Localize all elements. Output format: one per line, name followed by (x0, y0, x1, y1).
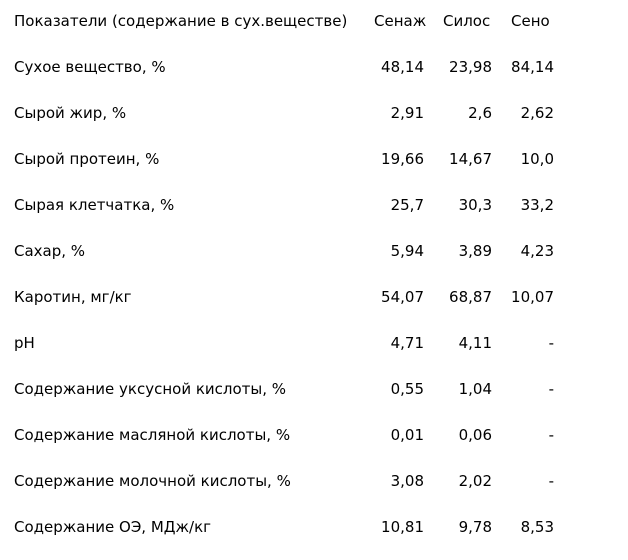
row-label: Содержание молочной кислоты, % (14, 472, 291, 490)
table-row (0, 368, 628, 414)
cell-hay: 33,2 (520, 196, 554, 214)
row-label: pH (14, 334, 35, 352)
row-label: Каротин, мг/кг (14, 288, 132, 306)
table-row (0, 92, 628, 138)
table-row (0, 322, 628, 368)
column-header-silage: Силос (443, 12, 491, 30)
cell-hay: - (548, 426, 554, 444)
cell-hay: - (548, 380, 554, 398)
cell-hay: - (548, 472, 554, 490)
table-row (0, 506, 628, 552)
column-header-haylage: Сенаж (374, 12, 427, 30)
cell-haylage: 5,94 (390, 242, 424, 260)
row-label: Сухое вещество, % (14, 58, 166, 76)
table-row (0, 414, 628, 460)
cell-silage: 68,87 (449, 288, 492, 306)
cell-hay: - (548, 334, 554, 352)
cell-haylage: 0,01 (390, 426, 424, 444)
cell-hay: 10,0 (520, 150, 554, 168)
cell-haylage: 54,07 (381, 288, 424, 306)
cell-haylage: 3,08 (390, 472, 424, 490)
table-row (0, 230, 628, 276)
cell-hay: 10,07 (511, 288, 554, 306)
cell-haylage: 0,55 (390, 380, 424, 398)
cell-silage: 4,11 (458, 334, 492, 352)
row-label: Содержание ОЭ, МДж/кг (14, 518, 212, 536)
cell-silage: 9,78 (458, 518, 492, 536)
cell-silage: 2,6 (468, 104, 492, 122)
row-label: Сырая клетчатка, % (14, 196, 175, 214)
cell-hay: 84,14 (511, 58, 554, 76)
table-row (0, 138, 628, 184)
cell-silage: 2,02 (458, 472, 492, 490)
row-label: Сахар, % (14, 242, 86, 260)
table-row (0, 184, 628, 230)
cell-silage: 23,98 (449, 58, 492, 76)
table-header-row (0, 0, 628, 46)
column-header-indicator: Показатели (содержание в сух.веществе) (14, 12, 348, 30)
cell-silage: 1,04 (458, 380, 492, 398)
cell-haylage: 19,66 (381, 150, 424, 168)
column-header-hay: Сено (511, 12, 550, 30)
cell-hay: 2,62 (520, 104, 554, 122)
cell-haylage: 2,91 (390, 104, 424, 122)
row-label: Содержание масляной кислоты, % (14, 426, 291, 444)
row-label: Сырой протеин, % (14, 150, 160, 168)
row-label: Сырой жир, % (14, 104, 127, 122)
table-row (0, 276, 628, 322)
cell-haylage: 48,14 (381, 58, 424, 76)
table-row (0, 460, 628, 506)
cell-haylage: 25,7 (390, 196, 424, 214)
cell-silage: 30,3 (458, 196, 492, 214)
cell-silage: 14,67 (449, 150, 492, 168)
cell-haylage: 10,81 (381, 518, 424, 536)
table-row (0, 46, 628, 92)
cell-silage: 0,06 (458, 426, 492, 444)
cell-silage: 3,89 (458, 242, 492, 260)
cell-haylage: 4,71 (390, 334, 424, 352)
row-label: Содержание уксусной кислоты, % (14, 380, 287, 398)
cell-hay: 8,53 (520, 518, 554, 536)
cell-hay: 4,23 (520, 242, 554, 260)
